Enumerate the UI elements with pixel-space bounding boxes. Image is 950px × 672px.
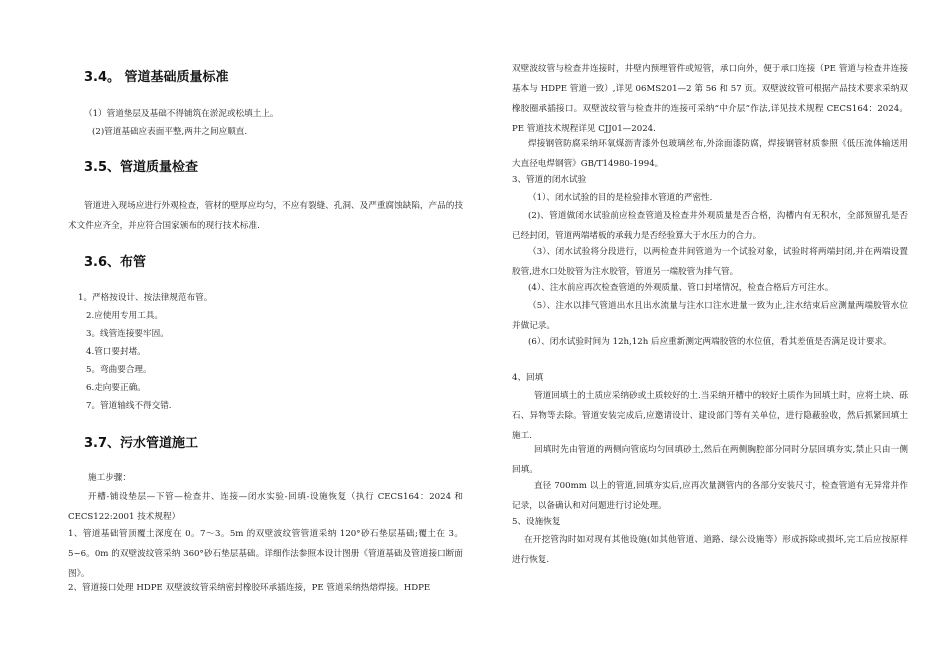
construction-steps-paragraph: 开槽-铺设垫层—下管—检查井、连接—闭水实验-回填-设施恢复（执行 CECS164：2024 和 CECS122:2001 技术规程） [68, 492, 463, 522]
section-3-4-heading: 3.4。 管道基础质量标准 [84, 70, 229, 85]
backfill-heading: 4、回填 [512, 373, 544, 383]
backfill-paragraph-1: 管道回填土的土质应采纳砂或土质较好的土.当采纳开槽中的较好土质作为回填土时，应将土块、砾石、异物等去除。管道安装完成后,应邀请设计、建设部门等有关单位，进行隐蔽验收，然后抓紧回填土施工. [512, 391, 908, 441]
list-item: 7。管道轴线不得交错. [86, 401, 172, 411]
section-3-5-paragraph: 管道进入现场应进行外观检查，管材的壁厚应均匀，不应有裂缝、孔洞、及严重腐蚀缺陷，产品的技术文件应齐全，并应符合国家颁布的现行技术标准. [68, 201, 463, 231]
closed-water-test-heading: 3、管道的闭水试验 [512, 175, 587, 185]
list-item: 2.应使用专用工具。 [86, 311, 163, 321]
test-item-3: （3）、闭水试验将分段进行，以两检查井间管道为一个试验对象，试验时将两端封闭,并在两端设置胶管,进水口处胶管为注水胶管，管道另一端胶管为排气管。 [512, 247, 908, 277]
section-3-6-heading: 3.6、布管 [84, 255, 147, 270]
joint-continuation-paragraph: 双壁波纹管与检查井连接时，井壁内预埋管件或短管，承口向外，便于承口连接（PE 管道与检查井连接基本与 HDPE 管道一致）,详见 06MS201—2 第 56 和 57 页。双壁波纹管可根据产品技术要求采纳双橡胶圈承插接口。双壁波纹管与检查井的连接可采纳“中介层”作法,详见技术规程 CECS164：2024。PE 管道技术规程详见 CJJ01—2024. [512, 64, 908, 134]
backfill-paragraph-3: 直径 700mm 以上的管道,回填夯实后,应再次量测管内的各部分安装尺寸，检查管道有无异常并作记录，以备确认和对问题进行讨论处理。 [512, 481, 908, 511]
facility-restoration-paragraph: 在开挖管沟时如对现有其他设施(如其他管道、道路、绿公设施等）形成拆除或损坏,完工后应按原样进行恢复. [512, 535, 908, 565]
steel-pipe-paragraph: 焊接钢管防腐采纳环氧煤沥青漆外包玻璃丝布,外涂面漆防腐，焊接钢管材质参照《低压流体输送用大直径电焊钢管》GB/T14980-1994。 [512, 139, 908, 169]
facility-restoration-heading: 5、设施恢复 [512, 517, 561, 527]
pipe-foundation-paragraph: 1、管道基础管顶覆土深度在 0。7～3。5m 的双壁波纹管管道采纳 120°砂石垫层基础;覆土在 3。5~6。0m 的双壁波纹管采纳 360°砂石垫层基础。详细作法参照本设计图册《管道基础及管道接口断面图》。 [68, 529, 463, 579]
section-3-5-heading: 3.5、管道质量检查 [84, 160, 199, 175]
construction-steps-label: 施工步骤： [88, 473, 131, 483]
list-item: 6.走向要正确。 [86, 383, 146, 393]
section-3-4-line-1: （1）管道垫层及基础不得铺筑在淤泥或松填土上。 [84, 109, 279, 119]
section-3-4-line-2: (2)管道基础应表面平整,两井之间应顺直. [92, 127, 248, 137]
list-item: 1。严格按设计、按法律规范布管。 [78, 293, 213, 303]
section-3-7-heading: 3.7、污水管道施工 [84, 436, 199, 451]
test-item-1: （1）、闭水试验的目的是检验排水管道的严密性. [528, 193, 713, 203]
test-item-2: (2)、管道做闭水试验前应检查管道及检查井外观质量是否合格，沟槽内有无积水，全部预留孔是否已经封闭，管道两端堵板的承载力是否经验算大于水压力的合力。 [512, 211, 908, 241]
test-item-4: (4）、注水前应再次检查管道的外观质量、管口封堵情况，检查合格后方可注水。 [528, 283, 834, 293]
list-item: 3。线管连接要牢固。 [86, 329, 169, 339]
list-item: 4.管口要封堵。 [86, 347, 146, 357]
list-item: 5。弯曲要合理。 [86, 365, 152, 375]
test-item-6: (6）、闭水试验时间为 12h,12h 后应重新测定两端胶管的水位值，看其差值是否满足设计要求。 [528, 337, 892, 347]
backfill-paragraph-2: 回填时先由管道的两侧向管底均匀回填砂土,然后在两侧胸腔部分同时分层回填夯实,禁止只由一侧回填。 [512, 445, 908, 475]
test-item-5: （5）、注水以排气管道出水且出水流量与注水口注水进量一致为止,注水结束后应测量两端胶管水位并做记录。 [512, 301, 908, 331]
pipe-joint-paragraph: 2、管道接口处理 HDPE 双壁波纹管采纳密封橡胶环承插连接，PE 管道采纳热熔焊接。HDPE [68, 583, 431, 593]
